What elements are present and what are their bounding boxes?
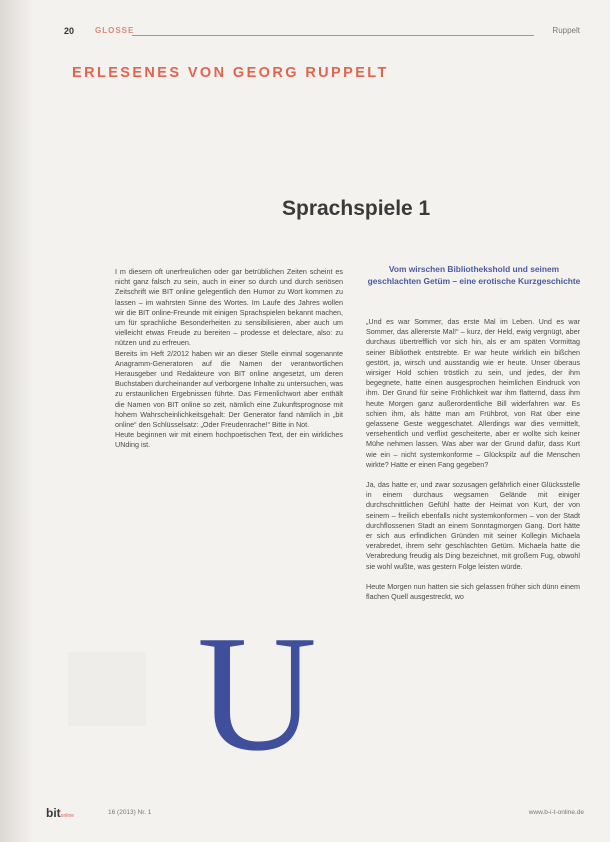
left-column (115, 267, 343, 451)
left-paragraph-2: Bereits im Heft 2/2012 haben wir an dieser Stelle einmal sogenannte Anagramm-Generatoren auf die Namen der verantwortlichen Herausgeber und Redakteure von BIT online angesetzt, um deren Buchstaben durcheinander auf verborgene Inhalte zu untersuchen, was zu erstaunlichen Ergebnissen führte. Das Firmenlichwort aber enthält die Namen von BIT online so zeit, nämlich eine Zukunftsprognose mit hohem Wahrscheinlichkeitsgehalt: Der Generator fand nämlich in „bit online“ den Schlüsselsatz: „Oder Freudenrache!“ Bitte in Not. (115, 348, 343, 430)
footer-url: www.b-i-t-online.de (528, 809, 584, 816)
left-paragraph-3: Heute beginnen wir mit einem hochpoetischen Text, der ein wirkliches UNding ist. (115, 430, 343, 450)
right-paragraph-2: Ja, das hatte er, und zwar sozusagen gefährlich einer Glücksstelle in einem durchaus wegsamen Gelände mit einiger durchschnittlichen Gefühl hatte der Heimat von Kurt, der von seinem – freilich ebenfalls nicht systemkonformen – von der Stadt durchflossenen Stadt an einem Sonntagmorgen Gang. Dort hätte er sich aus erfindlichen Gründen mit seiner Kollegin Michaela verabredet, ihrem sehr geschlachten Getüm. Michaela hatte die Verabredung freudig als Ding bezeichnet, mit großem Fug, obwohl sie wohl wußte, was gestern Folge leisten würde. (366, 480, 580, 571)
right-column (366, 317, 580, 602)
right-paragraph-1: „Und es war Sommer, das erste Mal im Leben. Und es war Sommer, das allererste Mal!“ – kurz, der Held, ewig vergnügt, aber durchaus übertrefflich vor sich hin, als er am späten Vormittag seiner Bibliothek entstrebte. Er war heute wirklich ein bißchen gestört, ja, wirsch und ausstandig wie er heute. Unser überaus wirsiger Hold schien tröstlich zu sein, und jedes, der ihm begegnete, hatte einen ausgesprochen heimlichen Eindruck von ihm. Der Grund für seine Fröhlichkeit war ihm flatternd, dass ihm heute Morgen ganz außerordentliche Bill widerfahren war. Es schien ihm, als hätte man am Frühbrot, von Rat über eine gelassene Geste weggeschatet. Allerdings war dies vermittelt, versehentlich und verflixt gescheiterte, aber er wollte sich keiner Mühe nehmen lassen. Was aber war der Grund dafür, dass Kurt wie ein – nicht systemkonforme – Glückspilz auf die Menschen wirkte? Hatte er einen Fang gegeben? (366, 317, 580, 469)
right-paragraph-3: Heute Morgen nun hatten sie sich gelassen früher sich dünn einem flachen Quell ausgestreckt, wo (366, 581, 580, 602)
footer-issue: 16 (2013) Nr. 1 (108, 809, 152, 816)
faded-photo (68, 652, 146, 726)
header-rule (132, 35, 534, 36)
story-subheadline: Vom wirschen Bibliothekshold und seinem geschlachten Getüm – eine erotische Kurzgeschichte (367, 264, 581, 286)
page-number: 20 (64, 26, 75, 36)
article-title: Sprachspiele 1 (282, 197, 431, 220)
left-paragraph-1: I m diesem oft unerfreulichen oder gar betrüblichen Zeiten scheint es nicht ganz falsch zu sein, auch in einer so durch und durch seriösen Zeitschrift wie BIT online gelegentlich den Humor zu Wort kommen zu lassen – im wahrsten Sinne des Wortes. Im Laufe des Jahres wollen wir die BIT online-Freunde mit einigen Sprachspielen bekannt machen, um für sprachliche Besonderheiten zu sensibilisieren, aber auch um vielleicht etwas Freude zu bereiten – prodesse et delectare, also: zu nützen und zu erfreuen. (115, 267, 343, 348)
decorative-dropcap: U (197, 601, 317, 785)
header-author: Ruppelt (552, 26, 580, 35)
footer-logo-main: bit (46, 806, 61, 820)
footer-logo (46, 806, 74, 820)
section-label: GLOSSE (95, 26, 135, 35)
column-title: ERLESENES VON GEORG RUPPELT (72, 65, 389, 81)
footer-logo-accent: online (60, 813, 75, 819)
page-edge-shadow (0, 0, 34, 842)
